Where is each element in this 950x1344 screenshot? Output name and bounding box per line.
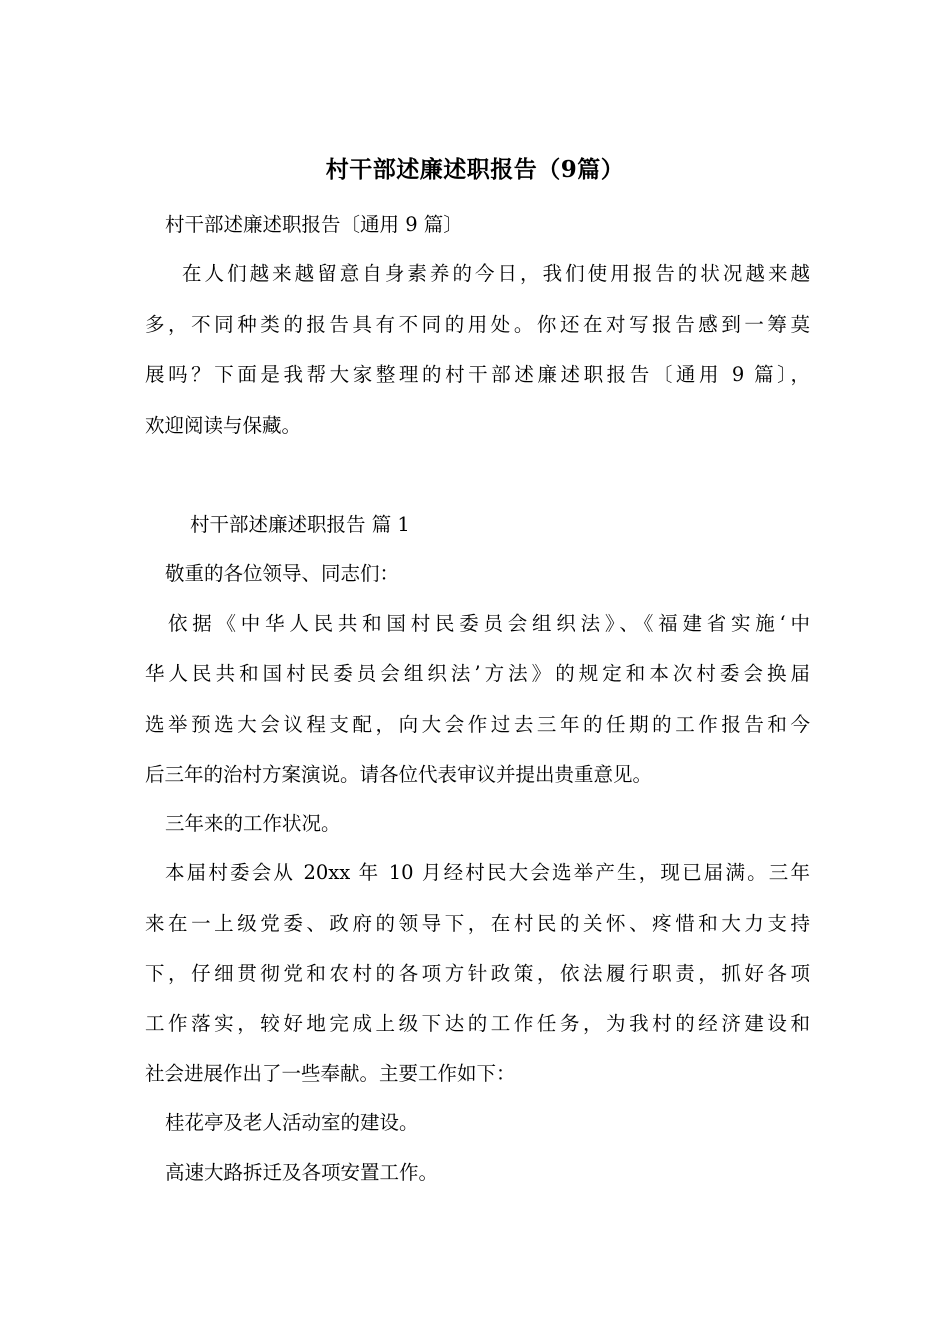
para2-line-1: 本届村委会从 20xx 年 10 月经村民大会选举产生，现已届满。三年 [165,861,810,884]
para1-line-3: 选举预选大会议程支配，向大会作过去三年的任期的工作报告和今 [145,713,810,736]
para1-line-1: 依据《中华人民共和国村民委员会组织法》、《福建省实施‘中 [168,612,810,635]
para1-line-4: 后三年的治村方案演说。请各位代表审议并提出贵重意见。 [145,763,653,786]
section-subhead: 三年来的工作状况。 [165,812,341,835]
para1-line-2: 华人民共和国村民委员会组织法’方法》的规定和本次村委会换届 [145,662,810,685]
intro-line-2: 多，不同种类的报告具有不同的用处。你还在对写报告感到一筹莫 [145,313,810,336]
document-subtitle: 村干部述廉述职报告〔通用 9 篇〕 [165,213,463,236]
list-item-1: 桂花亭及老人活动室的建设。 [165,1111,419,1134]
salutation: 敬重的各位领导、同志们： [165,562,400,585]
intro-line-4: 欢迎阅读与保藏。 [145,414,302,437]
para2-line-3: 下，仔细贯彻党和农村的各项方针政策，依法履行职责，抓好各项 [145,962,810,985]
section-heading: 村干部述廉述职报告 篇 1 [190,513,410,536]
list-item-2: 高速大路拆迁及各项安置工作。 [165,1161,439,1184]
intro-line-3: 展吗？下面是我帮大家整理的村干部述廉述职报告〔通用 9 篇〕， [145,363,810,386]
para2-line-4: 工作落实，较好地完成上级下达的工作任务，为我村的经济建设和 [145,1012,810,1035]
para2-line-2: 来在一上级党委、政府的领导下，在村民的关怀、疼惜和大力支持 [145,912,810,935]
document-title: 村干部述廉述职报告（9篇） [325,156,625,183]
para2-line-5: 社会进展作出了一些奉献。主要工作如下： [145,1062,516,1085]
intro-line-1: 在人们越来越留意自身素养的今日，我们使用报告的状况越来越 [182,262,810,285]
